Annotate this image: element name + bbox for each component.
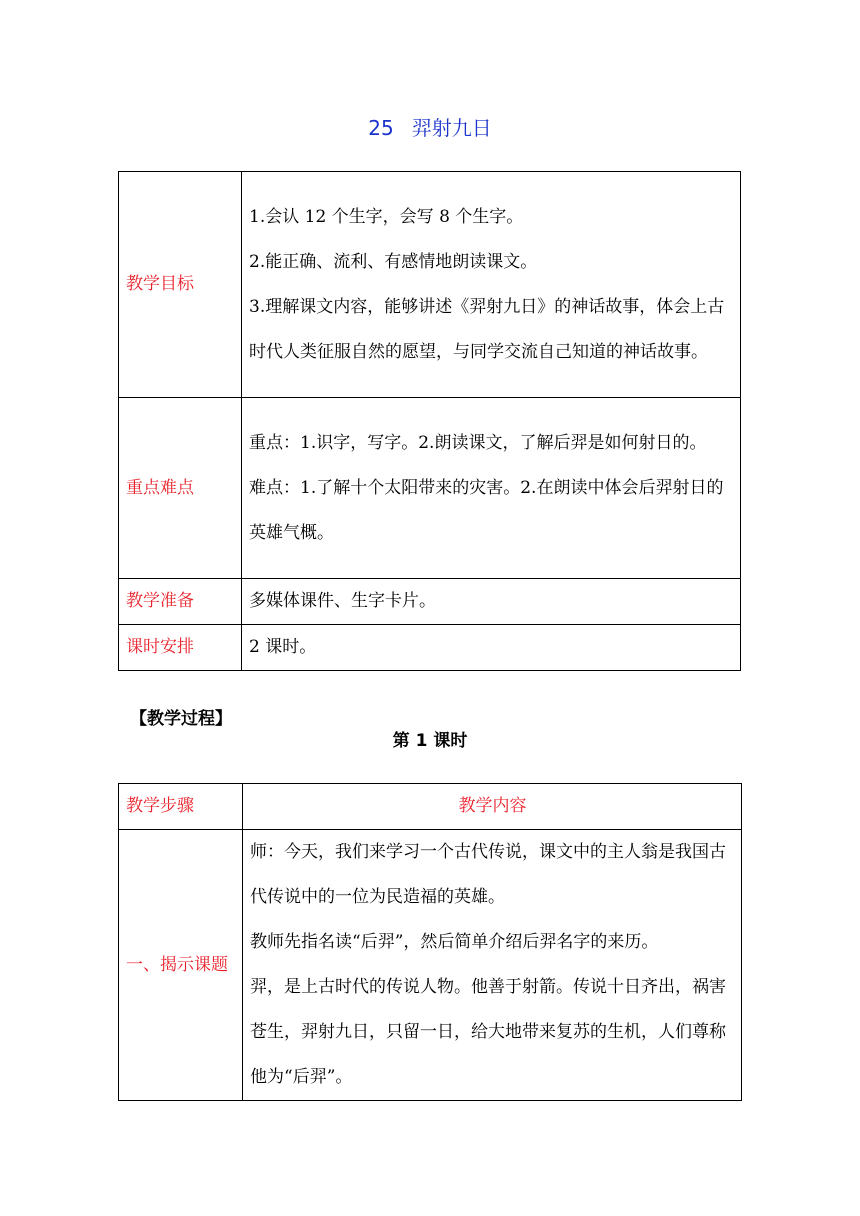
teaching-steps-table — [118, 783, 742, 1101]
row-label-key-points: 重点难点 — [119, 398, 242, 579]
objectives-content — [242, 172, 741, 398]
step-content — [243, 830, 742, 1101]
preparation-content — [242, 579, 741, 625]
key-point-item: 重点：1.识字，写字。2.朗读课文，了解后羿是如何射日的。 — [249, 432, 707, 453]
table-row — [119, 625, 741, 671]
objective-item: 3.理解课文内容，能够讲述《羿射九日》的神话故事，体会上古时代人类征服自然的愿望，与同学交流自己知道的神话故事。 — [249, 296, 725, 362]
preparation-item: 多媒体课件、生字卡片。 — [249, 591, 436, 611]
page-title — [0, 113, 860, 143]
difficulty-item: 难点：1.了解十个太阳带来的灾害。2.在朗读中体会后羿射日的英雄气概。 — [249, 477, 724, 543]
lesson-title: 羿射九日 — [411, 116, 492, 140]
teaching-process-heading: 【教学过程】 — [130, 709, 232, 729]
table-row — [119, 579, 741, 625]
lesson-number: 25 — [368, 116, 394, 140]
table-header-row — [119, 784, 742, 830]
step-paragraph: 羿，是上古时代的传说人物。他善于射箭。传说十日齐出，祸害苍生，羿射九日，只留一日，给大地带来复苏的生机，人们尊称他为“后羿”。 — [250, 977, 726, 1087]
objective-item: 2.能正确、流利、有感情地朗读课文。 — [249, 251, 538, 272]
step-label: 一、揭示课题 — [119, 830, 243, 1101]
step-paragraph: 师：今天，我们来学习一个古代传说，课文中的主人翁是我国古代传说中的一位为民造福的英雄。 — [250, 842, 726, 907]
lesson-period-heading: 第 1 课时 — [392, 731, 468, 751]
row-label-objectives: 教学目标 — [119, 172, 242, 398]
table-row — [119, 172, 741, 398]
table-row — [119, 398, 741, 579]
schedule-content — [242, 625, 741, 671]
row-label-schedule: 课时安排 — [119, 625, 242, 671]
table-row — [119, 830, 742, 1101]
lesson-info-table — [118, 171, 741, 671]
key-points-content — [242, 398, 741, 579]
row-label-preparation: 教学准备 — [119, 579, 242, 625]
column-header-step: 教学步骤 — [119, 784, 243, 830]
step-paragraph: 教师先指名读“后羿”，然后简单介绍后羿名字的来历。 — [250, 932, 659, 952]
column-header-content: 教学内容 — [243, 784, 742, 830]
objective-item: 1.会认 12 个生字，会写 8 个生字。 — [249, 206, 524, 227]
schedule-item: 2 课时。 — [249, 637, 317, 657]
